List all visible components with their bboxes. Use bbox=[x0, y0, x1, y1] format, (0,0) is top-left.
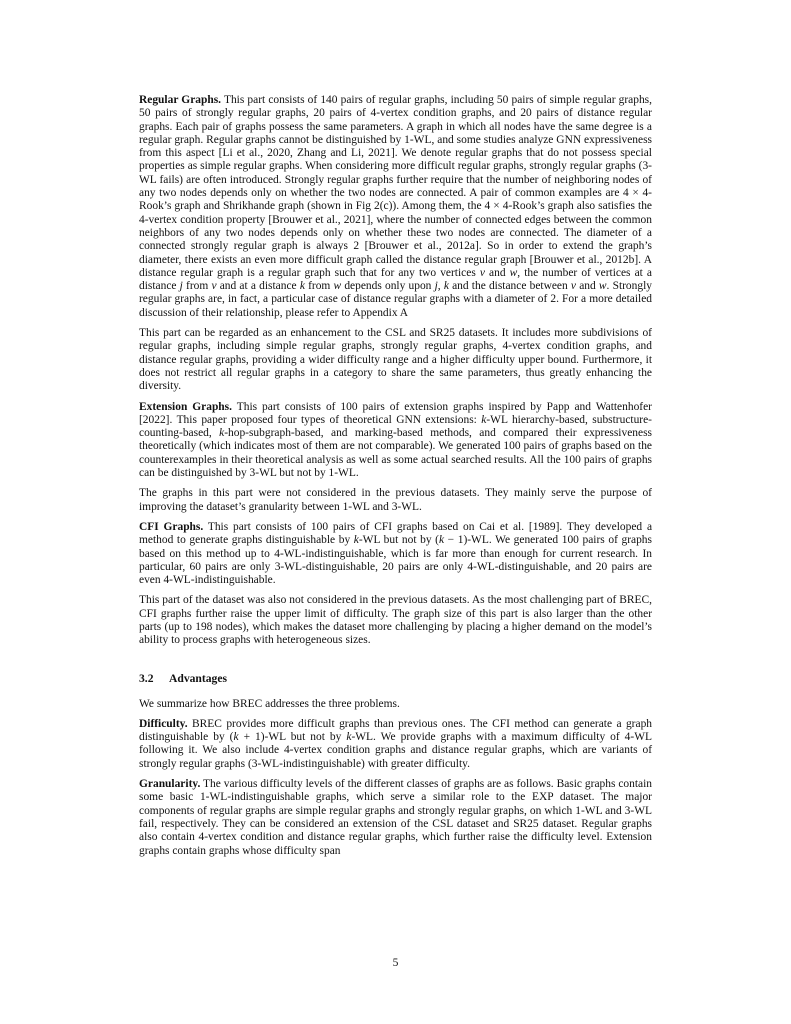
paragraph-regular-graphs: Regular Graphs. This part consists of 140 pairs of regular graphs, including 50 pairs of simple regular graphs, 50 pairs of strongly regular graphs, 20 pairs of 4-vertex condition graphs, and 20 pairs of distance regular graphs. Each pair of graphs possess the same parameters. A graph in which all nodes have the same degree is a regular graph. Regular graphs cannot be distinguished by 1-WL, and some studies analyze GNN expressiveness from this aspect [Li et al., 2020, Zhang and Li, 2021]. We denote regular graphs that do not possess special properties as simple regular graphs. When considering more difficult regular graphs, strongly regular graphs (3-WL fails) are often introduced. Strongly regular graphs further require that the number of neighboring nodes of any two nodes depends only on whether the two nodes are connected. A pair of common examples are 4 × 4-Rook’s graph and Shrikhande graph (shown in Fig 2(c)). Among them, the 4 × 4-Rook’s graph also satisfies the 4-vertex condition property [Brouwer et al., 2021], where the number of connected edges between the common neighbors of any two nodes depends only on whether these two nodes are connected. The diameter of a connected strongly regular graph is always 2 [Brouwer et al., 2012a]. So in order to extend the graph’s diameter, there exists an even more difficult graph called the distance regular graph [Brouwer et al., 2012b]. A distance regular graph is a regular graph such that for any two vertices v and w, the number of vertices at a distance j from v and at a distance k from w depends only upon j, k and the distance between v and w. Strongly regular graphs are, in fact, a particular case of distance regular graphs with a diameter of 2. For a more detailed discussion of their relationship, please refer to Appendix A bbox=[139, 94, 652, 319]
paragraph-extension-graphs: Extension Graphs. This part consists of 100 pairs of extension graphs inspired by Papp and Wattenhofer [2022]. This paper proposed four types of theoretical GNN extensions: k-WL hierarchy-based, substructure-counting-based, k-hop-subgraph-based, and marking-based methods, and compared their expressiveness theoretically (which indicates most of them are not comparable). We generated 100 pairs of graphs based on the counterexamples in their theoretical analysis as well as some actual searched results. All the 100 pairs of graphs can be distinguished by 3-WL but not by 1-WL. bbox=[139, 400, 652, 480]
paragraph-regular-graphs-enhancement: This part can be regarded as an enhancement to the CSL and SR25 datasets. It includes more subdivisions of regular graphs, including simple regular graphs, strongly regular graphs, 4-vertex condition graphs, and distance regular graphs, providing a wider difficulty range and a higher difficulty upper bound. Furthermore, it does not restrict all regular graphs in a category to share the same parameters, thus greatly enhancing the diversity. bbox=[139, 327, 652, 393]
paragraph-heading: Difficulty. bbox=[139, 717, 188, 730]
paragraph-heading: Extension Graphs. bbox=[139, 400, 232, 413]
paragraph-difficulty: Difficulty. BREC provides more difficult graphs than previous ones. The CFI method can generate a graph distinguishable by (k + 1)-WL but not by k-WL. We provide graphs with a maximum difficulty of 4-WL following it. We also include 4-vertex condition graphs and distance regular graphs, which are variants of strongly regular graphs (3-WL-indistinguishable) with greater difficulty. bbox=[139, 717, 653, 770]
section-heading-advantages bbox=[139, 672, 652, 686]
section-title: Advantages bbox=[169, 671, 227, 685]
paragraph-advantages-intro: We summarize how BREC addresses the three problems. bbox=[139, 697, 400, 710]
paragraph-heading: CFI Graphs. bbox=[139, 520, 204, 533]
paragraph-cfi-graphs-challenge: This part of the dataset was also not considered in the previous datasets. As the most challenging part of BREC, CFI graphs further raise the upper limit of difficulty. The graph size of this part is also larger than the other parts (up to 198 nodes), which makes the dataset more challenging by placing a higher demand on the model’s ability to process graphs with heterogeneous sizes. bbox=[139, 594, 652, 647]
paragraph-extension-graphs-purpose: The graphs in this part were not considered in the previous datasets. They mainly serve the purpose of improving the dataset’s granularity between 1-WL and 3-WL. bbox=[139, 487, 652, 513]
paper-page-body bbox=[139, 94, 652, 865]
paragraph-cfi-graphs: CFI Graphs. This part consists of 100 pairs of CFI graphs based on Cai et al. [1989]. They developed a method to generate graphs distinguishable by k-WL but not by (k − 1)-WL. We generated 100 pairs of graphs based on this method up to 4-WL-indistinguishable, which is far more than enough for current research. In particular, 60 pairs are only 3-WL-distinguishable, 20 pairs are only 4-WL-distinguishable, and 20 pairs are even 4-WL-indistinguishable. bbox=[139, 520, 653, 587]
paragraph-heading: Regular Graphs. bbox=[139, 94, 222, 106]
page-number: 5 bbox=[392, 957, 399, 969]
section-number: 3.2 bbox=[139, 671, 154, 685]
paragraph-heading: Granularity. bbox=[139, 778, 201, 791]
paragraph-granularity: Granularity. The various difficulty levels of the different classes of graphs are as follows. Basic graphs contain some basic 1-WL-indistinguishable graphs, which serve a similar role to the EXP dataset. The major components of regular graphs are simple regular graphs and strongly regular graphs, on which 1-WL and 3-WL fail, respectively. They can be considered an extension of the CSL dataset and SR25 dataset. Regular graphs also contain 4-vertex condition and distance regular graphs, which further raise the difficulty level. Extension graphs contain graphs whose difficulty span bbox=[139, 778, 652, 857]
